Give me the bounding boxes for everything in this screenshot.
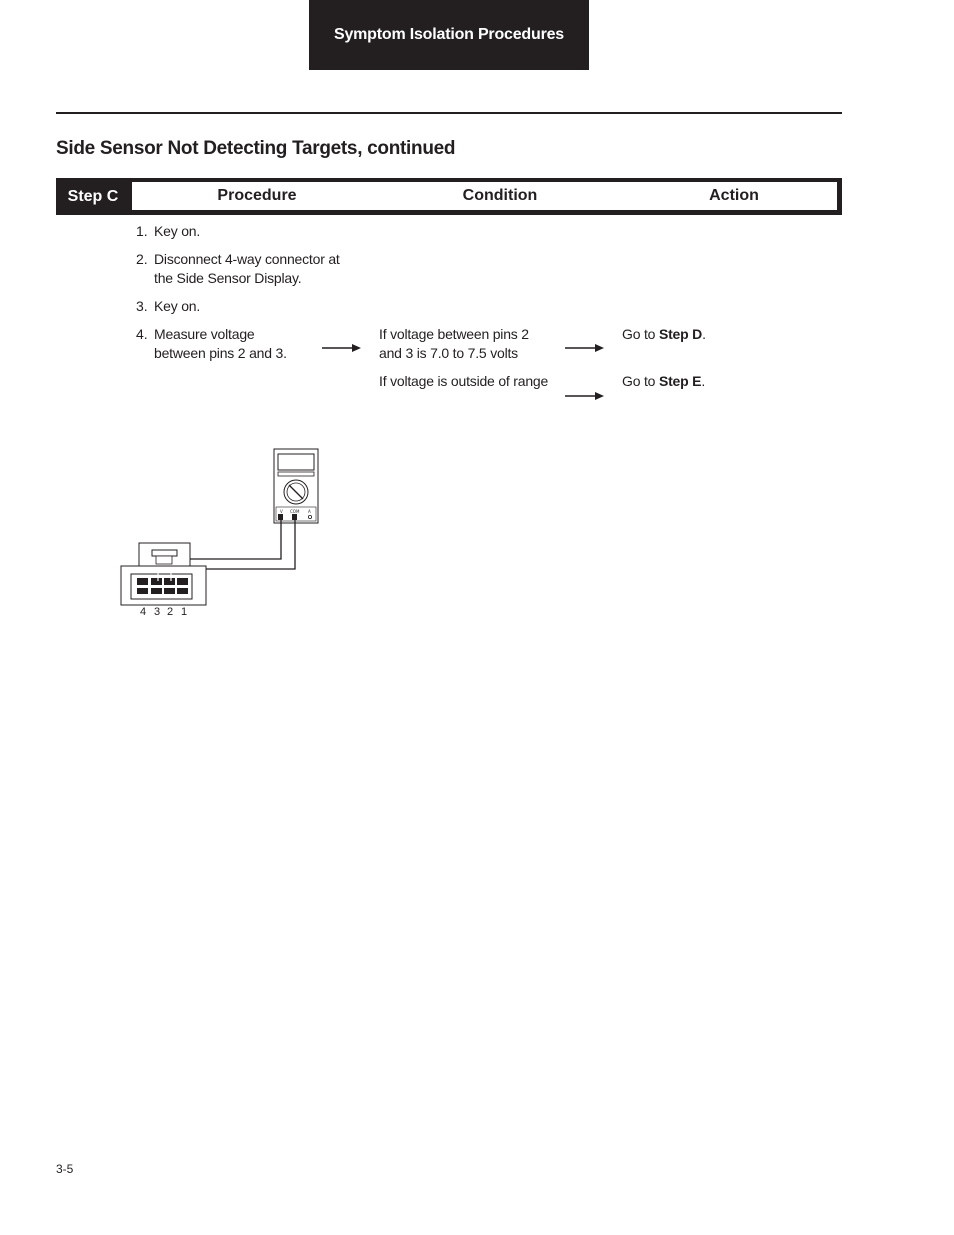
action-text: Go to Step E. [622,373,706,389]
wiring-diagram [118,445,328,625]
connector-icon [121,543,206,605]
action-step-link: Step D [658,326,703,342]
step-label: Step C [67,187,119,205]
step-text: the Side Sensor Display. [154,270,302,286]
step-number: 3. [136,298,148,314]
step-number: 2. [136,251,148,267]
step-text: between pins 2 and 3. [154,345,287,361]
column-headers [132,182,837,210]
step-text: Key on. [154,298,201,314]
action-step-link: Step E [658,373,702,389]
step-number: 1. [136,223,148,239]
column-procedure: Procedure [217,187,297,204]
step-number: 4. [136,326,148,342]
action-text: Go to Step D. [622,326,706,342]
multimeter-icon [274,449,318,523]
pin-label: 1 [181,606,188,618]
pin-label: 4 [140,606,147,618]
arrow-right-icon [322,342,362,354]
column-condition: Condition [462,187,538,204]
pin-label: 2 [167,606,174,618]
column-action: Action [709,187,759,204]
page-title: Side Sensor Not Detecting Targets, continued [56,138,456,159]
section-header-tab [309,0,589,70]
section-title: Symptom Isolation Procedures [333,26,564,43]
arrow-right-icon [565,390,605,402]
meter-jack-label: COM [290,509,300,514]
arrow-right-icon [565,342,605,354]
page-number: 3-5 [56,1162,74,1176]
step-text: Disconnect 4-way connector at [154,251,340,267]
meter-jack-label: A [308,509,311,514]
table-header [56,178,842,215]
pin-label: 3 [154,606,161,618]
condition-text: If voltage between pins 2 [379,326,529,342]
condition-text: If voltage is outside of range [379,373,549,389]
condition-text: and 3 is 7.0 to 7.5 volts [379,345,518,361]
header-rule [56,112,842,114]
step-text: Measure voltage [154,326,255,342]
meter-jack-label: V [280,509,283,514]
step-text: Key on. [154,223,201,239]
